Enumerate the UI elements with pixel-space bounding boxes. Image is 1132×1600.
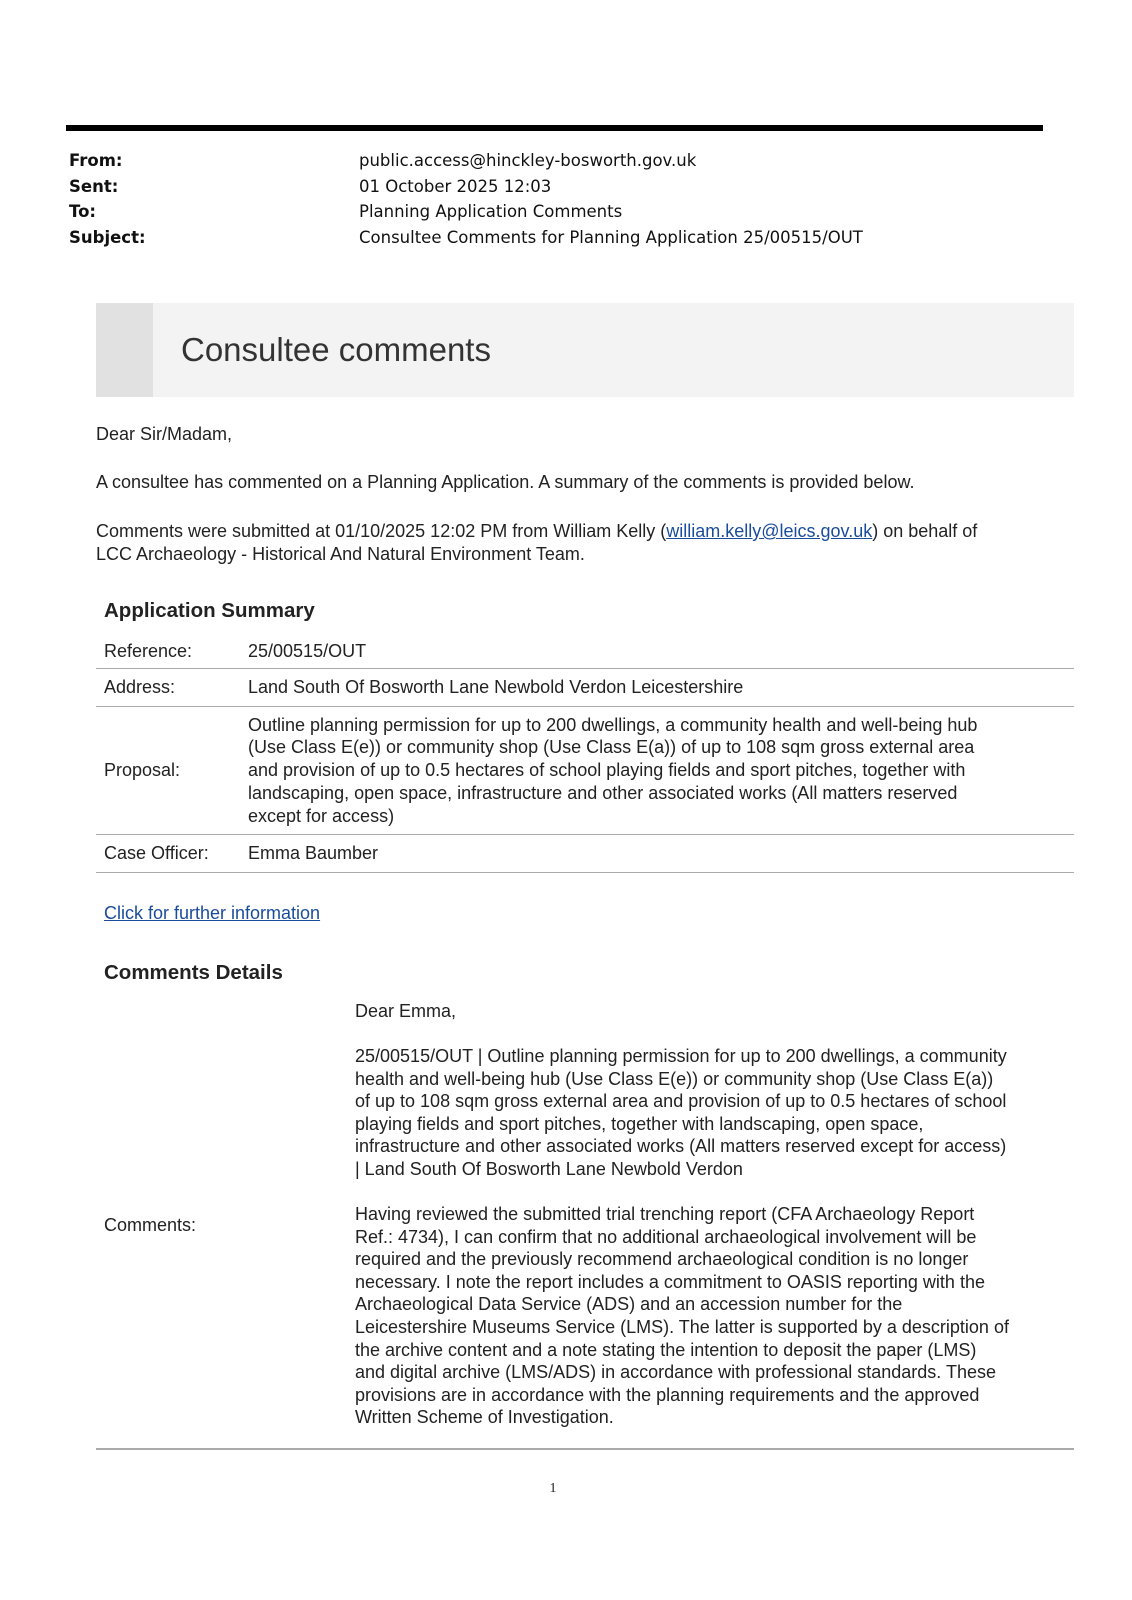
table-row-case-officer <box>96 835 1074 873</box>
comment-line: Written Scheme of Investigation. <box>355 1407 614 1428</box>
comments-details-heading: Comments Details <box>104 961 283 984</box>
comment-line: | Land South Of Bosworth Lane Newbold Verdon <box>355 1158 743 1179</box>
banner <box>96 303 1074 397</box>
comment-line: the archive content and a note stating the intention to deposit the paper (LMS) <box>355 1339 977 1360</box>
comments-label: Comments: <box>104 1215 197 1235</box>
reference-value: 25/00515/OUT <box>248 640 367 661</box>
subject-label: Subject: <box>69 228 146 248</box>
intro-text: A consultee has commented on a Planning Application. A summary of the comments is provided below. <box>96 472 915 492</box>
summary-table <box>96 634 1074 873</box>
consultee-email-link[interactable]: william.kelly@leics.gov.uk <box>666 521 873 541</box>
proposal-line: and provision of up to 0.5 hectares of school playing fields and sport pitches, together with <box>248 760 966 781</box>
comment-line: Having reviewed the submitted trial trenching report (CFA Archaeology Report <box>355 1204 975 1224</box>
comment-line: provisions are in accordance with the planning requirements and the approved <box>355 1384 980 1405</box>
address-label: Address: <box>104 677 176 697</box>
address-value: Land South Of Bosworth Lane Newbold Verdon Leicestershire <box>248 677 744 698</box>
comment-greeting: Dear Emma, <box>355 1001 457 1021</box>
sent-value: 01 October 2025 12:03 <box>359 176 552 196</box>
case-officer-value: Emma Baumber <box>248 843 379 864</box>
comment-paragraph-1 <box>355 1045 1007 1181</box>
comment-line: 25/00515/OUT | Outline planning permission for up to 200 dwellings, a community <box>355 1046 1007 1066</box>
table-row-reference <box>96 634 1074 669</box>
comment-line: playing fields and sport pitches, together with landscaping, open space, <box>355 1113 924 1134</box>
email-header <box>69 151 863 254</box>
further-information-link[interactable]: Click for further information <box>104 903 321 923</box>
comment-line: of up to 108 sqm gross external area and provision of up to 0.5 hectares of school <box>355 1091 1007 1112</box>
proposal-line: (Use Class E(e)) or community shop (Use Class E(a)) of up to 108 sqm gross external area <box>248 737 975 758</box>
comment-line: and digital archive (LMS/ADS) in accordance with professional standards. These <box>355 1362 996 1383</box>
comment-line: Archaeological Data Service (ADS) and an accession number for the <box>355 1294 903 1315</box>
greeting: Dear Sir/Madam, <box>96 424 233 444</box>
page-number: 1 <box>549 1481 557 1496</box>
submitted-post: ) on behalf of <box>872 521 978 541</box>
comments-divider <box>96 1448 1074 1450</box>
proposal-value <box>248 714 1074 828</box>
comment-line: health and well-being hub (Use Class E(e)) or community shop (Use Class E(a)) <box>355 1068 994 1089</box>
comment-line: infrastructure and other associated works (All matters reserved except for access) <box>355 1136 1007 1157</box>
table-row-address <box>96 669 1074 707</box>
banner-accent <box>96 303 153 397</box>
banner-title: Consultee comments <box>181 331 491 368</box>
submitted-pre: Comments were submitted at 01/10/2025 12:02 PM from William Kelly ( <box>96 521 667 541</box>
application-summary-heading: Application Summary <box>104 599 315 622</box>
from-value: public.access@hinckley-bosworth.gov.uk <box>359 151 697 170</box>
table-row-proposal <box>96 707 1074 835</box>
to-label: To: <box>69 202 96 222</box>
case-officer-label: Case Officer: <box>104 843 209 863</box>
proposal-line: except for access) <box>248 805 395 826</box>
proposal-line: Outline planning permission for up to 200 dwellings, a community health and well-being hub <box>248 714 978 735</box>
sent-label: Sent: <box>69 176 119 196</box>
comment-line: Ref.: 4734), I can confirm that no additional archaeological involvement will be <box>355 1226 977 1247</box>
comment-paragraph-2 <box>355 1203 1009 1429</box>
submitted-team: LCC Archaeology - Historical And Natural Environment Team. <box>96 544 585 564</box>
comment-line: required and the previously recommend archaeological condition is no longer <box>355 1249 969 1270</box>
comment-line: necessary. I note the report includes a commitment to OASIS reporting with the <box>355 1271 985 1292</box>
submitted-text <box>96 520 1076 566</box>
proposal-line: landscaping, open space, infrastructure and other associated works (All matters reserved <box>248 782 958 803</box>
to-value: Planning Application Comments <box>359 202 623 222</box>
reference-label: Reference: <box>104 640 193 661</box>
subject-value: Consultee Comments for Planning Application 25/00515/OUT <box>359 228 863 248</box>
comment-line: Leicestershire Museums Service (LMS). The latter is supported by a description of <box>355 1316 1009 1337</box>
from-label: From: <box>69 151 123 170</box>
proposal-label: Proposal: <box>104 760 181 780</box>
header-rule <box>66 125 1043 131</box>
